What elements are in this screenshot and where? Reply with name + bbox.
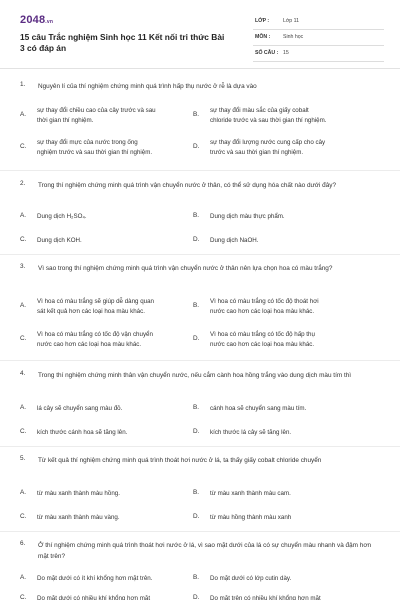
- option-letter: B.: [193, 489, 200, 496]
- option-text-line: Dung dịch NaOH.: [210, 237, 259, 244]
- document-meta: [253, 14, 384, 62]
- answer-option-a[interactable]: [20, 297, 192, 317]
- option-text: [210, 428, 291, 438]
- answer-option-c[interactable]: [20, 428, 192, 448]
- answer-option-a[interactable]: [20, 106, 192, 126]
- option-text-line: Do mặt dưới có nhiều khí khổng hơn mặt: [37, 595, 151, 600]
- option-text: [37, 513, 120, 523]
- option-text-line: nghiệm trước và sau thời gian thí nghiệm.: [37, 149, 153, 156]
- option-text-line: từ màu hồng thành màu xanh: [210, 514, 292, 521]
- option-text-line: Vì hoa có màu trắng có tốc độ vận chuyển: [37, 331, 153, 338]
- option-letter: D.: [193, 428, 200, 435]
- option-letter: C.: [20, 143, 27, 150]
- option-letter: C.: [20, 335, 27, 342]
- option-text: [210, 330, 315, 350]
- option-letter: D.: [193, 143, 200, 150]
- question-text: Từ kết quả thí nghiệm chứng minh quá trình thoát hơi nước ở lá, ta thấy giấy cobalt chloride chuyển: [38, 457, 322, 464]
- answer-option-b[interactable]: [193, 489, 363, 509]
- option-text-line: Vì hoa có màu trắng sẽ giúp dễ dàng quan: [37, 298, 154, 305]
- question-number: 5.: [20, 455, 26, 462]
- option-letter: D.: [193, 513, 200, 520]
- option-text-line: Dung dịch H₂SO₄.: [37, 213, 87, 220]
- question-text: Vì sao trong thí nghiệm chứng minh quá trình vận chuyển nước ở thân nên lựa chọn hoa có màu trắng?: [38, 265, 333, 272]
- option-letter: A.: [20, 212, 27, 219]
- option-text: [210, 594, 321, 600]
- meta-row-count: [253, 46, 384, 62]
- document-header: [20, 14, 384, 58]
- option-text: [37, 106, 156, 126]
- question-divider: [0, 360, 400, 361]
- answer-option-b[interactable]: [193, 106, 363, 126]
- option-letter: A.: [20, 574, 27, 581]
- question-divider: [0, 254, 400, 255]
- answer-option-c[interactable]: [20, 594, 192, 600]
- question-text: Trong thí nghiệm chứng minh quá trình vận chuyển nước ở thân, có thể sử dụng hóa chất nào dưới đây?: [38, 182, 337, 189]
- meta-value: 15: [283, 50, 289, 56]
- option-text: [210, 138, 325, 158]
- question-number: 6.: [20, 540, 26, 547]
- meta-row-subject: [253, 30, 384, 46]
- question-divider: [0, 531, 400, 532]
- question-divider: [0, 446, 400, 447]
- option-text-line: lá cây sẽ chuyển sang màu đỏ.: [37, 405, 123, 412]
- option-text: [37, 404, 122, 414]
- option-letter: B.: [193, 404, 200, 411]
- question-divider: [0, 170, 400, 171]
- answer-option-d[interactable]: [193, 428, 363, 448]
- option-letter: C.: [20, 236, 27, 243]
- option-text: [37, 212, 87, 222]
- logo-text: 2048: [20, 14, 46, 26]
- option-text-line: sự thay đổi lượng nước cung cấp cho cây: [210, 139, 326, 146]
- option-text-line: trước và sau thời gian thí nghiệm.: [210, 149, 304, 156]
- option-letter: A.: [20, 111, 27, 118]
- option-text: [210, 236, 259, 246]
- option-text-line: nước cao hơn các loại hoa màu khác.: [210, 308, 315, 315]
- option-text: [37, 574, 152, 584]
- answer-option-a[interactable]: [20, 404, 192, 424]
- answer-option-b[interactable]: [193, 404, 363, 424]
- option-text-line: kích thước cánh hoa sẽ tăng lên.: [37, 429, 128, 436]
- option-letter: B.: [193, 212, 200, 219]
- option-text-line: Do mặt dưới có lớp cutin dày.: [210, 575, 292, 582]
- option-letter: B.: [193, 574, 200, 581]
- option-text: [210, 404, 306, 414]
- answer-option-a[interactable]: [20, 212, 192, 232]
- site-logo[interactable]: [20, 14, 53, 26]
- option-text-line: Vì hoa có màu trắng có tốc độ thoát hơi: [210, 298, 319, 305]
- question-text: Ở thí nghiệm chứng minh quá trình thoát hơi nước ở lá, vì sao mặt dưới của lá có sự chuyển màu nhanh và đậm hơn mặt trên?: [38, 542, 372, 560]
- answer-option-c[interactable]: [20, 236, 192, 256]
- answer-option-d[interactable]: [193, 236, 363, 256]
- option-text: [210, 513, 291, 523]
- option-letter: B.: [193, 302, 200, 309]
- option-text-line: sự thay đổi màu sắc của giấy cobalt: [210, 107, 309, 114]
- option-text-line: Vì hoa có màu trắng có tốc độ hấp thụ: [210, 331, 315, 338]
- question-text: Nguyên lí của thí nghiệm chứng minh quá trình hấp thụ nước ở rễ là dựa vào: [38, 83, 257, 90]
- option-text-line: Do mặt trên có nhiều khí khổng hơn mặt: [210, 595, 321, 600]
- option-text: [210, 297, 319, 317]
- option-letter: C.: [20, 513, 27, 520]
- option-text-line: từ màu xanh thành màu hồng.: [37, 490, 120, 497]
- option-letter: A.: [20, 404, 27, 411]
- answer-option-b[interactable]: [193, 574, 363, 594]
- header-divider: [0, 68, 400, 69]
- option-text: [210, 106, 326, 126]
- option-text-line: Dung dịch KOH.: [37, 237, 82, 244]
- option-letter: A.: [20, 489, 27, 496]
- question-number: 3.: [20, 263, 26, 270]
- question-number: 1.: [20, 81, 26, 88]
- question-number: 4.: [20, 370, 26, 377]
- option-letter: D.: [193, 335, 200, 342]
- option-text-line: từ màu xanh thành màu cam.: [210, 490, 291, 497]
- option-text-line: chloride trước và sau thời gian thí nghiệm.: [210, 117, 327, 124]
- meta-key: MÔN :: [255, 34, 271, 40]
- answer-option-a[interactable]: [20, 574, 192, 594]
- option-text-line: kích thước lá cây sẽ tăng lên.: [210, 429, 292, 436]
- answer-option-c[interactable]: [20, 138, 192, 158]
- option-letter: C.: [20, 594, 27, 600]
- option-text-line: sự thay đổi chiều cao của cây trước và sau: [37, 107, 156, 114]
- logo-suffix: .vn: [45, 19, 54, 25]
- document-title: 15 câu Trắc nghiệm Sinh học 11 Kết nối tri thức Bài 3 có đáp án: [20, 32, 225, 53]
- option-text-line: từ màu xanh thành màu vàng.: [37, 514, 120, 521]
- option-text: [37, 236, 82, 246]
- answer-option-d[interactable]: [193, 513, 363, 533]
- meta-value: Sinh học: [283, 34, 304, 40]
- option-text: [37, 297, 154, 317]
- option-text-line: Do mặt dưới có ít khí khổng hơn mặt trên.: [37, 575, 153, 582]
- option-text: [210, 489, 291, 499]
- answer-option-d[interactable]: [193, 330, 363, 350]
- option-text: [37, 428, 127, 438]
- option-letter: A.: [20, 302, 27, 309]
- answer-option-b[interactable]: [193, 212, 363, 232]
- meta-row-class: [253, 14, 384, 30]
- option-text: [37, 594, 150, 600]
- answer-option-d[interactable]: [193, 594, 363, 600]
- option-text-line: Dung dịch màu thực phẩm.: [210, 213, 285, 220]
- option-text-line: nước cao hơn các loại hoa màu khác.: [210, 341, 315, 348]
- option-text-line: thời gian thí nghiệm.: [37, 117, 94, 124]
- question-text: Trong thí nghiệm chứng minh thân vận chuyển nước, nếu cắm cành hoa hồng trắng vào dung dịch màu tím thì: [38, 372, 352, 379]
- question-number: 2.: [20, 180, 26, 187]
- meta-key: SỐ CÂU :: [255, 50, 279, 56]
- answer-option-b[interactable]: [193, 297, 363, 317]
- option-letter: D.: [193, 236, 200, 243]
- answer-option-c[interactable]: [20, 513, 192, 533]
- option-text-line: sát kết quả hơn các loại hoa màu khác.: [37, 308, 145, 315]
- option-text: [37, 489, 120, 499]
- option-letter: D.: [193, 594, 200, 600]
- answer-option-a[interactable]: [20, 489, 192, 509]
- option-letter: B.: [193, 111, 200, 118]
- answer-option-c[interactable]: [20, 330, 192, 350]
- option-letter: C.: [20, 428, 27, 435]
- option-text: [37, 330, 153, 350]
- option-text: [210, 574, 291, 584]
- meta-value: Lớp 11: [283, 18, 299, 24]
- answer-option-d[interactable]: [193, 138, 363, 158]
- option-text: [210, 212, 285, 222]
- option-text-line: cánh hoa sẽ chuyển sang màu tím.: [210, 405, 307, 412]
- option-text: [37, 138, 152, 158]
- option-text-line: sự thay đổi mực của nước trong ống: [37, 139, 138, 146]
- meta-key: LỚP :: [255, 18, 270, 24]
- option-text-line: nước cao hơn các loại hoa màu khác.: [37, 341, 142, 348]
